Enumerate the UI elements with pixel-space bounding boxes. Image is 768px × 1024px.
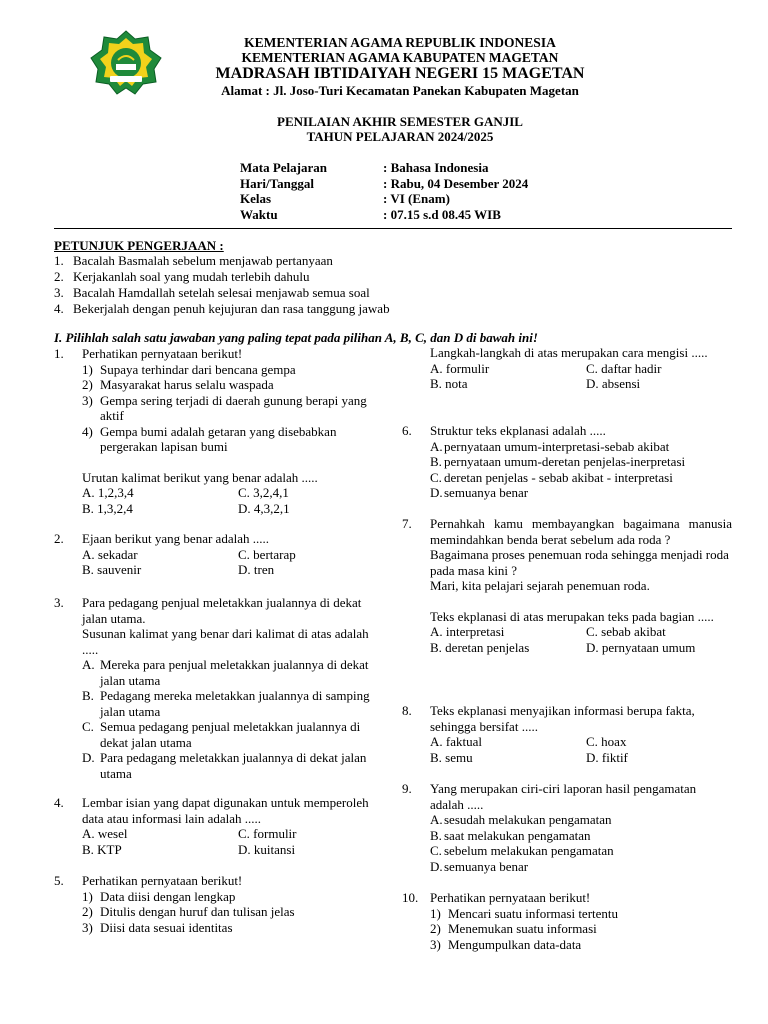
academic-year: TAHUN PELAJARAN 2024/2025 [306, 129, 494, 144]
meta-value: : VI (Enam) [383, 191, 450, 206]
list-item: 4. Bekerjalah dengan penuh kejujuran dan rasa tanggung jawab [54, 301, 390, 316]
question-5: 5. Perhatikan pernyataan berikut! 1) Data diisi dengan lengkap 2) Ditulis dengan huruf dan tulisan jelas 3) Diisi data sesuai identitas [54, 873, 295, 935]
kemenag-logo [88, 30, 164, 96]
meta-value: : 07.15 s.d 08.45 WIB [383, 206, 501, 222]
question-4: 4. Lembar isian yang dapat digunakan untuk memperoleh data atau informasi lain adalah ..... A. wesel C. formulir B. KTP D. kuitansi [54, 795, 369, 857]
question-1: 1. Perhatikan pernyataan berikut! 1) Supaya terhindar dari bencana gempa 2) Masyarakat harus selalu waspada 3) Gempa sering terjadi di daerah gunung berapi yang aktif 4) Gempa bumi adalah getaran yang disebabkan pergerakan lapisan bumi Urutan kalimat berikut yang benar adalah ..... A. 1,2,3,4 C. 3,2,4,1 B. 1,3,2,4 D. 4,3,2,1 [54, 346, 367, 516]
instructions-title: PETUNJUK PENGERJAAN : [54, 238, 224, 253]
meta-value: : Rabu, 04 Desember 2024 [383, 175, 529, 191]
question-7: 7. Pernahkah kamu membayangkan bagaimana manusia memindahkan benda berat sebelum ada roda ? Bagaimana proses penemuan roda sehingga menjadi roda pada masa kini ? Mari, kita pelajari sejarah penemuan roda. Teks ekplanasi di atas merupakan teks pada bagian ..... A. interpretasi C. sebab akibat B. deretan penjelas D. pernyataan umum [402, 516, 732, 655]
ministry-line-2: KEMENTERIAN AGAMA KABUPATEN MAGETAN [241, 50, 559, 65]
question-6: 6. Struktur teks ekplanasi adalah ..... A. pernyataan umum-interpretasi-sebab akibat B. pernyataan umum-deretan penjelas-inerpretasi C. deretan penjelas - sebab akibat - interpretasi D. semuanya benar [402, 423, 686, 500]
meta-key: Hari/Tanggal [240, 175, 314, 191]
list-item: 3. Bacalah Hamdallah setelah selesai menjawab semua soal [54, 285, 370, 300]
question-5-continued: Langkah-langkah di atas merupakan cara mengisi ..... A. formulir C. daftar hadir B. nota D. absensi [430, 345, 708, 391]
question-8: 8. Teks ekplanasi menyajikan informasi berupa fakta, sehingga bersifat ..... A. faktual C. hoax B. semu D. fiktif [402, 703, 695, 765]
question-2: 2. Ejaan berikut yang benar adalah ..... A. sekadar C. bertarap B. sauvenir D. tren [54, 531, 296, 577]
ministry-line-1: KEMENTERIAN AGAMA REPUBLIK INDONESIA [244, 35, 556, 50]
school-name: MADRASAH IBTIDAIYAH NEGERI 15 MAGETAN [215, 65, 585, 82]
meta-key: Kelas [240, 191, 272, 206]
section-title: I. Pilihlah salah satu jawaban yang paling tepat pada pilihan A, B, C, dan D di bawah ini! [54, 330, 538, 345]
exam-info [240, 160, 640, 222]
exam-title: PENILAIAN AKHIR SEMESTER GANJIL [277, 114, 523, 129]
question-3: 3. Para pedagang penjual meletakkan jualannya di dekat jalan utama. Susunan kalimat yang benar dari kalimat di atas adalah ..... A. Mereka para penjual meletakkan jualannya di dekat jalan utama B. Pedagang mereka meletakkan jualannya di samping jalan utama C. Semua pedagang penjual meletakkan jualannya di dekat jalan utama D. Para pedagang meletakkan jualannya di dekat jalan utama [54, 595, 370, 781]
school-address: Alamat : Jl. Joso-Turi Kecamatan Panekan Kabupaten Magetan [221, 83, 579, 98]
divider [54, 228, 732, 229]
meta-key: Waktu [240, 206, 278, 222]
meta-key: Mata Pelajaran [240, 160, 328, 175]
list-item: 2. Kerjakanlah soal yang mudah terlebih dahulu [54, 269, 310, 284]
question-10: 10. Perhatikan pernyataan berikut! 1) Mencari suatu informasi tertentu 2) Menemukan suatu informasi 3) Mengumpulkan data-data [402, 890, 619, 952]
instructions-list [54, 253, 390, 317]
list-item: 1. Bacalah Basmalah sebelum menjawab pertanyaan [54, 253, 333, 268]
question-9: 9. Yang merupakan ciri-ciri laporan hasil pengamatan adalah ..... A. sesudah melakukan pengamatan B. saat melakukan pengamatan C. sebelum melakukan pengamatan D. semuanya benar [402, 781, 697, 874]
meta-value: : Bahasa Indonesia [383, 160, 489, 175]
